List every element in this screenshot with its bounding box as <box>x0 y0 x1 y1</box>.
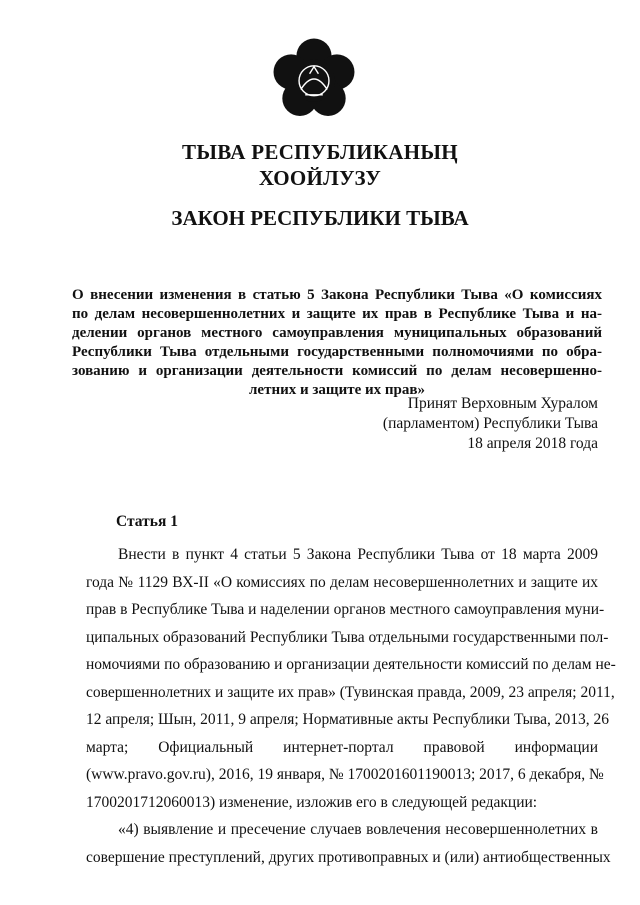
tuvan-header-line-1: ТЫВА РЕСПУБЛИКАНЫҢ <box>182 140 458 164</box>
body-line: года № 1129 ВХ-II «О комиссиях по делам несовершеннолетних и защите их <box>86 573 598 591</box>
body-line: 12 апреля; Шын, 2011, 9 апреля; Нормативные акты Республики Тыва, 2013, 26 <box>86 711 610 728</box>
adoption-line: Принят Верховным Хуралом <box>407 395 598 412</box>
title-line: О внесении изменения в статью 5 Закона Республики Тыва «О комиссиях <box>72 287 602 303</box>
adoption-line: 18 апреля 2018 года <box>467 435 598 452</box>
body-line: 1700201712060013) изменение, изложив его в следующей редакции: <box>86 793 538 811</box>
body-line: Внести в пункт 4 статьи 5 Закона Республики Тыва от 18 марта 2009 <box>118 546 598 563</box>
title-line: Республики Тыва отдельными государственными полномочиями по обра- <box>72 344 602 360</box>
law-heading: ЗАКОН РЕСПУБЛИКИ ТЫВА <box>171 206 469 230</box>
adoption-note <box>383 394 598 454</box>
adoption-line: (парламентом) Республики Тыва <box>382 415 598 432</box>
body-line: (www.pravo.gov.ru), 2016, 19 января, № 1700201601190013; 2017, 6 декабря, № <box>86 766 604 783</box>
tuvan-header-line-2: ХООЙЛУЗУ <box>258 166 382 190</box>
body-line: прав в Республике Тыва и наделении органов местного самоуправления муни- <box>86 601 605 618</box>
body-line: номочиями по образованию и организации деятельности комиссий по делам не- <box>86 656 616 673</box>
tuva-coat-of-arms-icon <box>270 35 358 123</box>
article-heading: Статья 1 <box>116 513 178 530</box>
body-line: совершеннолетних и защите их прав» (Тувинская правда, 2009, 23 апреля; 2011, <box>86 683 615 701</box>
title-line: летних и защите их прав» <box>249 382 425 398</box>
title-line: делении органов местного самоуправления муниципальных образований <box>72 325 602 341</box>
title-line: по делам несовершеннолетних и защите их прав в Республике Тыва и на- <box>72 306 602 322</box>
body-line: совершение преступлений, других противоправных и (или) антиобщественных <box>86 848 611 866</box>
body-line: «4) выявление и пресечение случаев вовлечения несовершеннолетних в <box>118 821 598 838</box>
body-line: ципальных образований Республики Тыва отдельными государственными пол- <box>86 628 609 646</box>
article-body <box>86 541 616 871</box>
body-line: марта; Официальный интернет-портал правовой информации <box>86 738 598 756</box>
title-line: зованию и организации деятельности комиссий по делам несовершенно- <box>72 363 602 379</box>
law-title <box>72 286 602 400</box>
